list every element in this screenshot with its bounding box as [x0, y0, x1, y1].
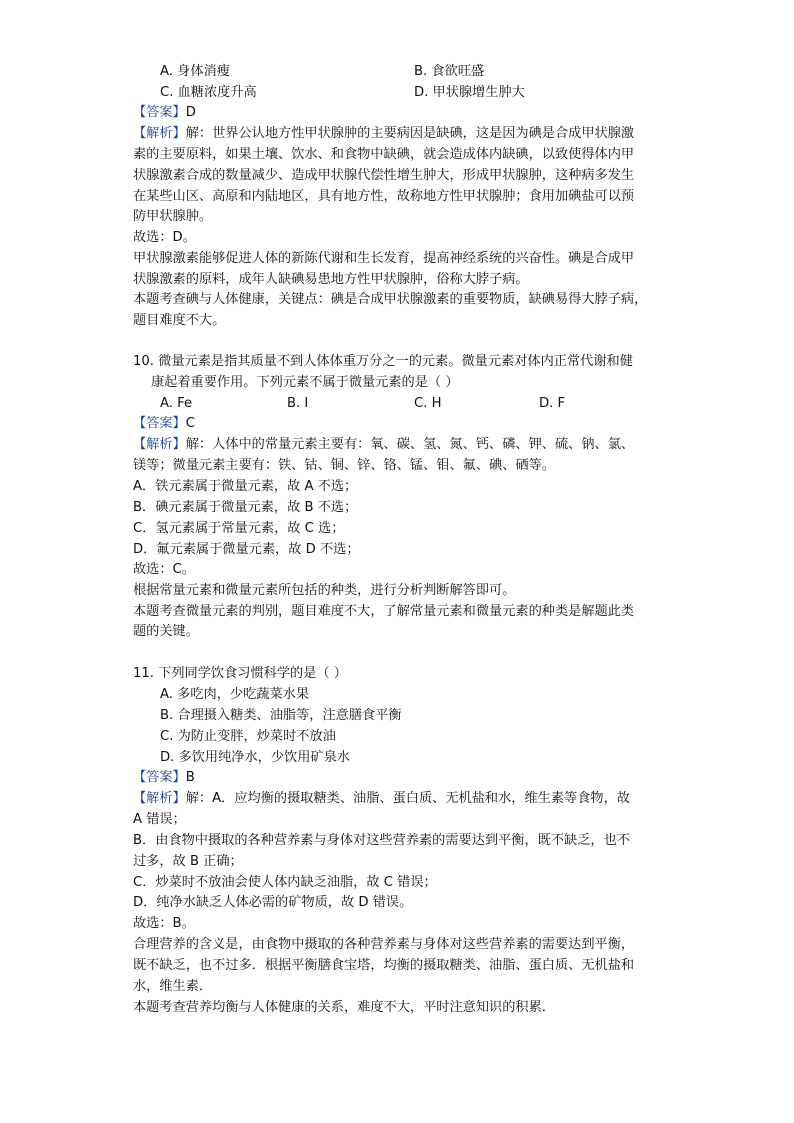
q10-answer-value: C: [185, 416, 195, 431]
q9-analysis-line-3: 状腺激素合成的数量减少、造成甲状腺代偿性增生肿大，形成甲状腺肿，这种病多发生: [133, 168, 635, 183]
q11-analysis-line-6: D．纯净水缺乏人体必需的矿物质，故 D 错误。: [133, 895, 413, 910]
q10-answer-line: [133, 414, 195, 434]
q11-answer-value: B: [185, 770, 195, 785]
q11-option-b: B. 合理摄入糖类、油脂等，注意膳食平衡: [160, 708, 402, 723]
q9-analysis-line-10: 题目难度不大。: [133, 313, 226, 328]
q11-analysis-line-4: 过多，故 B 正确；: [133, 854, 243, 869]
q10-answer-tag: 【答案】: [133, 416, 186, 431]
q11-answer-tag: 【答案】: [133, 770, 186, 785]
q11-option-d: D. 多饮用纯净水，少饮用矿泉水: [160, 750, 350, 765]
q10-option-c: C. H: [414, 396, 442, 411]
q11-stem: 11. 下列同学饮食习惯科学的是（ ）: [133, 666, 347, 681]
q11-analysis-line-5: C．炒菜时不放油会使人体内缺乏油脂，故 C 错误；: [133, 875, 437, 890]
q9-option-d: D. 甲状腺增生肿大: [414, 85, 525, 100]
q9-analysis-text-1: 解：世界公认地方性甲状腺肿的主要病因是缺碘，这是因为碘是合成甲状腺激: [185, 126, 635, 141]
q9-answer-value: D: [185, 105, 196, 120]
q9-analysis-line-4: 在某些山区、高原和内陆地区，具有地方性，故称地方性甲状腺肿；食用加碘盐可以预: [133, 189, 635, 204]
q10-stem-line-2: 康起着重要作用。下列元素不属于微量元素的是（ ）: [151, 375, 459, 390]
q9-answer-line: [133, 103, 196, 123]
q10-analysis-line-3: A．铁元素属于微量元素，故 A 不选；: [133, 479, 358, 494]
q11-analysis-line-10: 水，维生素．: [133, 979, 213, 994]
q11-answer-line: [133, 768, 195, 788]
q9-option-b: B. 食欲旺盛: [414, 64, 485, 79]
q11-analysis-line-2: A 错误；: [133, 812, 186, 827]
q10-analysis-tag: 【解析】: [133, 437, 186, 452]
q9-analysis-line-2: 素的主要原料，如果土壤、饮水、和食物中缺碘，就会造成体内缺碘，以致使得体内甲: [133, 147, 635, 162]
q10-analysis-line-10: 题的关键。: [133, 624, 199, 639]
q9-analysis-line-8: 状腺激素的原料，成年人缺碘易患地方性甲状腺肿，俗称大脖子病。: [133, 272, 529, 287]
q9-analysis-line-9: 本题考查碘与人体健康，关键点：碘是合成甲状腺激素的重要物质，缺碘易得大脖子病，: [133, 292, 648, 307]
q10-option-d: D. F: [539, 396, 566, 411]
q11-analysis-tag: 【解析】: [133, 791, 186, 806]
q10-analysis-line-9: 本题考查微量元素的判别，题目难度不大，了解常量元素和微量元素的种类是解题此类: [133, 604, 635, 619]
q9-analysis-line-7: 甲状腺激素能够促进人体的新陈代谢和生长发育，提高神经系统的兴奋性。碘是合成甲: [133, 251, 635, 266]
q10-analysis-line-2: 镁等；微量元素主要有：铁、钴、铜、锌、铬、锰、钼、氟、碘、硒等。: [133, 458, 555, 473]
q11-analysis-text-1: 解：A．应均衡的摄取糖类、油脂、蛋白质、无机盐和水，维生素等食物，故: [185, 791, 630, 806]
q10-analysis-line-7: 故选：C。: [133, 562, 195, 577]
q10-analysis-line-8: 根据常量元素和微量元素所包括的种类，进行分析判断解答即可。: [133, 583, 516, 598]
q9-analysis-line-6: 故选：D。: [133, 230, 196, 245]
q10-analysis-line-1: [133, 435, 634, 455]
q11-analysis-line-7: 故选：B。: [133, 916, 195, 931]
q10-analysis-line-4: B．碘元素属于微量元素，故 B 不选；: [133, 500, 358, 515]
q10-stem-line-1: 10. 微量元素是指其质量不到人体体重万分之一的元素。微量元素对体内正常代谢和健: [133, 354, 633, 369]
q10-option-a: A. Fe: [160, 396, 193, 411]
q9-answer-tag: 【答案】: [133, 105, 186, 120]
q10-analysis-text-1: 解：人体中的常量元素主要有：氧、碳、氢、氮、钙、磷、钾、硫、钠、氯、: [185, 437, 635, 452]
q9-analysis-line-5: 防甲状腺肿。: [133, 209, 213, 224]
q11-analysis-line-1: [133, 789, 630, 809]
q11-analysis-line-11: 本题考查营养均衡与人体健康的关系，难度不大，平时注意知识的积累．: [133, 1000, 555, 1015]
q11-analysis-line-8: 合理营养的含义是，由食物中摄取的各种营养素与身体对这些营养素的需要达到平衡，: [133, 937, 635, 952]
q9-option-c: C. 血糖浓度升高: [160, 85, 257, 100]
q11-analysis-line-3: B．由食物中摄取的各种营养素与身体对这些营养素的需要达到平衡，既不缺乏，也不: [133, 833, 630, 848]
q9-analysis-tag: 【解析】: [133, 126, 186, 141]
q10-option-b: B. I: [287, 396, 309, 411]
q9-option-a: A. 身体消瘦: [160, 64, 230, 79]
q10-analysis-line-6: D．氟元素属于微量元素，故 D 不选；: [133, 542, 360, 557]
q9-analysis-line-1: [133, 124, 634, 144]
q10-analysis-line-5: C．氢元素属于常量元素，故 C 选；: [133, 521, 345, 536]
q11-option-a: A. 多吃肉，少吃蔬菜水果: [160, 687, 310, 702]
q11-analysis-line-9: 既不缺乏，也不过多．根据平衡膳食宝塔，均衡的摄取糖类、油脂、蛋白质、无机盐和: [133, 958, 635, 973]
q11-option-c: C. 为防止变胖，炒菜时不放油: [160, 729, 336, 744]
